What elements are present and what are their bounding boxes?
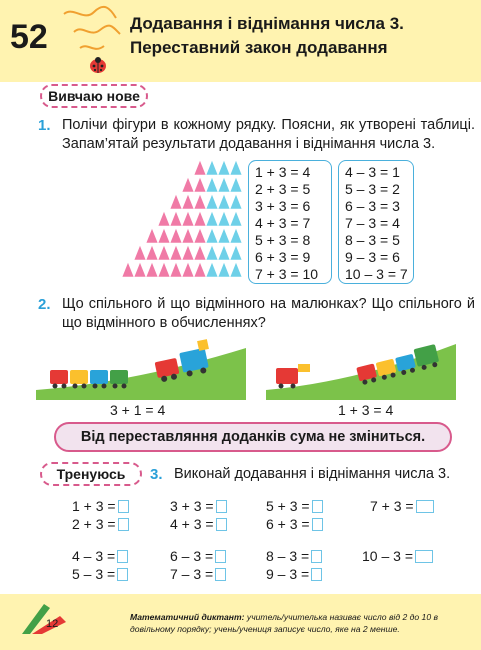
answer-box[interactable] bbox=[118, 518, 129, 531]
triangle-pink bbox=[194, 228, 206, 243]
exercise-text: 4 – 3 = bbox=[72, 548, 116, 564]
subtraction-table bbox=[338, 160, 414, 284]
triangle-blue bbox=[206, 211, 218, 226]
exercise-item bbox=[266, 516, 323, 532]
triangle-pink bbox=[194, 194, 206, 209]
answer-box[interactable] bbox=[312, 500, 323, 513]
exercise-text: 10 – 3 = bbox=[362, 548, 413, 564]
triangle-pink bbox=[170, 228, 182, 243]
exercise-text: 4 + 3 = bbox=[170, 516, 214, 532]
task-3-text: Виконай додавання і віднімання числа 3. bbox=[174, 466, 451, 482]
triangle-pink bbox=[194, 245, 206, 260]
triangle-blue bbox=[218, 228, 230, 243]
triangle-blue bbox=[230, 245, 242, 260]
task-2-number: 2. bbox=[38, 296, 51, 313]
addition-equation: 7 + 3 = 10 bbox=[255, 266, 319, 282]
triangle-pink bbox=[146, 228, 158, 243]
footer-note-lead: Математичний диктант: bbox=[130, 612, 245, 622]
subtraction-equation: 10 – 3 = 7 bbox=[345, 266, 408, 282]
answer-box[interactable] bbox=[117, 550, 128, 563]
exercise-text: 3 + 3 = bbox=[170, 498, 214, 514]
triangle-blue bbox=[230, 211, 242, 226]
triangle-pink bbox=[182, 262, 194, 277]
triangle-blue bbox=[218, 160, 230, 175]
triangle-pink bbox=[182, 245, 194, 260]
task-2-text: Що спільного й що відмінного на малюнках? Що спільного й що відмінного в обчисленнях? bbox=[62, 296, 475, 331]
triangle-pink bbox=[158, 262, 170, 277]
exercise-item bbox=[266, 548, 322, 564]
triangle-blue bbox=[206, 228, 218, 243]
addition-equation: 3 + 3 = 6 bbox=[255, 198, 311, 214]
triangle-figure bbox=[118, 158, 244, 282]
task-1-number: 1. bbox=[38, 117, 51, 134]
triangle-pink bbox=[194, 177, 206, 192]
exercise-item bbox=[72, 516, 129, 532]
answer-box[interactable] bbox=[117, 568, 128, 581]
footer-page-number: 12 bbox=[46, 618, 59, 630]
answer-box[interactable] bbox=[215, 550, 226, 563]
triangle-pink bbox=[170, 211, 182, 226]
subtraction-equation: 5 – 3 = 2 bbox=[345, 181, 400, 197]
exercise-text: 7 + 3 = bbox=[370, 498, 414, 514]
train-illustration-icon bbox=[36, 338, 456, 402]
triangle-pink bbox=[182, 211, 194, 226]
exercise-text: 2 + 3 = bbox=[72, 516, 116, 532]
triangle-blue bbox=[206, 245, 218, 260]
triangle-blue bbox=[230, 262, 242, 277]
swirl-decoration-icon bbox=[60, 4, 126, 58]
addition-table bbox=[248, 160, 332, 284]
answer-box[interactable] bbox=[118, 500, 129, 513]
triangle-blue bbox=[218, 245, 230, 260]
exercise-item bbox=[170, 498, 227, 514]
title-line-2: Переставний закон додавання bbox=[130, 38, 388, 57]
triangle-pink bbox=[146, 262, 158, 277]
page-number: 52 bbox=[10, 18, 48, 56]
subtraction-equation: 8 – 3 = 5 bbox=[345, 232, 400, 248]
exercise-item bbox=[362, 548, 433, 564]
triangle-blue bbox=[206, 194, 218, 209]
title-line-1: Додавання і віднімання числа 3. bbox=[130, 14, 404, 33]
subtraction-equation: 7 – 3 = 4 bbox=[345, 215, 400, 231]
triangle-pink bbox=[194, 262, 206, 277]
exercise-item bbox=[170, 566, 226, 582]
triangle-pink bbox=[122, 262, 134, 277]
leaf-icon bbox=[20, 600, 70, 636]
subtraction-equation: 4 – 3 = 1 bbox=[345, 164, 400, 180]
triangle-blue bbox=[218, 211, 230, 226]
exercise-item bbox=[170, 548, 226, 564]
exercise-item bbox=[266, 566, 322, 582]
triangle-blue bbox=[218, 262, 230, 277]
triangle-pink bbox=[194, 160, 206, 175]
answer-box[interactable] bbox=[416, 500, 434, 513]
learn-label: Вивчаю нове bbox=[40, 84, 148, 108]
answer-box[interactable] bbox=[311, 568, 322, 581]
exercise-text: 8 – 3 = bbox=[266, 548, 310, 564]
triangle-blue bbox=[218, 194, 230, 209]
subtraction-equation: 6 – 3 = 3 bbox=[345, 198, 400, 214]
exercise-text: 7 – 3 = bbox=[170, 566, 214, 582]
addition-equation: 4 + 3 = 7 bbox=[255, 215, 311, 231]
answer-box[interactable] bbox=[216, 518, 227, 531]
answer-box[interactable] bbox=[415, 550, 433, 563]
footer-note bbox=[130, 611, 475, 635]
triangle-pink bbox=[182, 228, 194, 243]
addition-equation: 5 + 3 = 8 bbox=[255, 232, 311, 248]
exercise-item bbox=[266, 498, 323, 514]
caption-left: 3 + 1 = 4 bbox=[110, 402, 166, 418]
page-title bbox=[130, 12, 475, 60]
subtraction-equation: 9 – 3 = 6 bbox=[345, 249, 400, 265]
triangle-pink bbox=[158, 211, 170, 226]
caption-right: 1 + 3 = 4 bbox=[338, 402, 394, 418]
addition-equation: 1 + 3 = 4 bbox=[255, 164, 311, 180]
triangle-blue bbox=[206, 262, 218, 277]
triangle-pink bbox=[158, 245, 170, 260]
exercise-item bbox=[170, 516, 227, 532]
exercise-text: 6 + 3 = bbox=[266, 516, 310, 532]
answer-box[interactable] bbox=[311, 550, 322, 563]
triangle-pink bbox=[182, 177, 194, 192]
triangle-pink bbox=[158, 228, 170, 243]
answer-box[interactable] bbox=[215, 568, 226, 581]
task-3-number: 3. bbox=[150, 466, 163, 483]
triangle-blue bbox=[230, 160, 242, 175]
triangle-blue bbox=[230, 194, 242, 209]
triangle-blue bbox=[206, 160, 218, 175]
triangle-pink bbox=[170, 245, 182, 260]
exercise-item bbox=[370, 498, 434, 514]
triangle-pink bbox=[194, 211, 206, 226]
exercise-item bbox=[72, 548, 128, 564]
triangle-pink bbox=[170, 262, 182, 277]
ladybug-icon bbox=[88, 56, 108, 74]
exercise-item bbox=[72, 498, 129, 514]
triangle-pink bbox=[182, 194, 194, 209]
triangle-blue bbox=[206, 177, 218, 192]
addition-equation: 2 + 3 = 5 bbox=[255, 181, 311, 197]
triangle-pink bbox=[146, 245, 158, 260]
exercise-text: 9 – 3 = bbox=[266, 566, 310, 582]
exercise-text: 5 + 3 = bbox=[266, 498, 310, 514]
triangle-blue bbox=[230, 228, 242, 243]
triangle-pink bbox=[170, 194, 182, 209]
exercise-text: 6 – 3 = bbox=[170, 548, 214, 564]
triangle-pink bbox=[134, 262, 146, 277]
rule-banner: Від переставляння доданків сума не зміниться. bbox=[54, 422, 452, 452]
triangle-blue bbox=[218, 177, 230, 192]
exercise-text: 1 + 3 = bbox=[72, 498, 116, 514]
exercise-text: 5 – 3 = bbox=[72, 566, 116, 582]
task-1-text: Полічи фігури в кожному рядку. Поясни, як утворені таблиці. Запам’ятай результати додавання і віднімання числа 3. bbox=[62, 117, 475, 152]
triangle-pink bbox=[134, 245, 146, 260]
answer-box[interactable] bbox=[312, 518, 323, 531]
practice-label: Тренуюсь bbox=[40, 462, 142, 486]
answer-box[interactable] bbox=[216, 500, 227, 513]
addition-equation: 6 + 3 = 9 bbox=[255, 249, 311, 265]
footer-note-body: учитель/учителька називає число від 2 до 10 в довільному порядку; учень/учениця записує число, яке на 2 менше. bbox=[130, 612, 438, 634]
triangle-blue bbox=[230, 177, 242, 192]
exercise-item bbox=[72, 566, 128, 582]
